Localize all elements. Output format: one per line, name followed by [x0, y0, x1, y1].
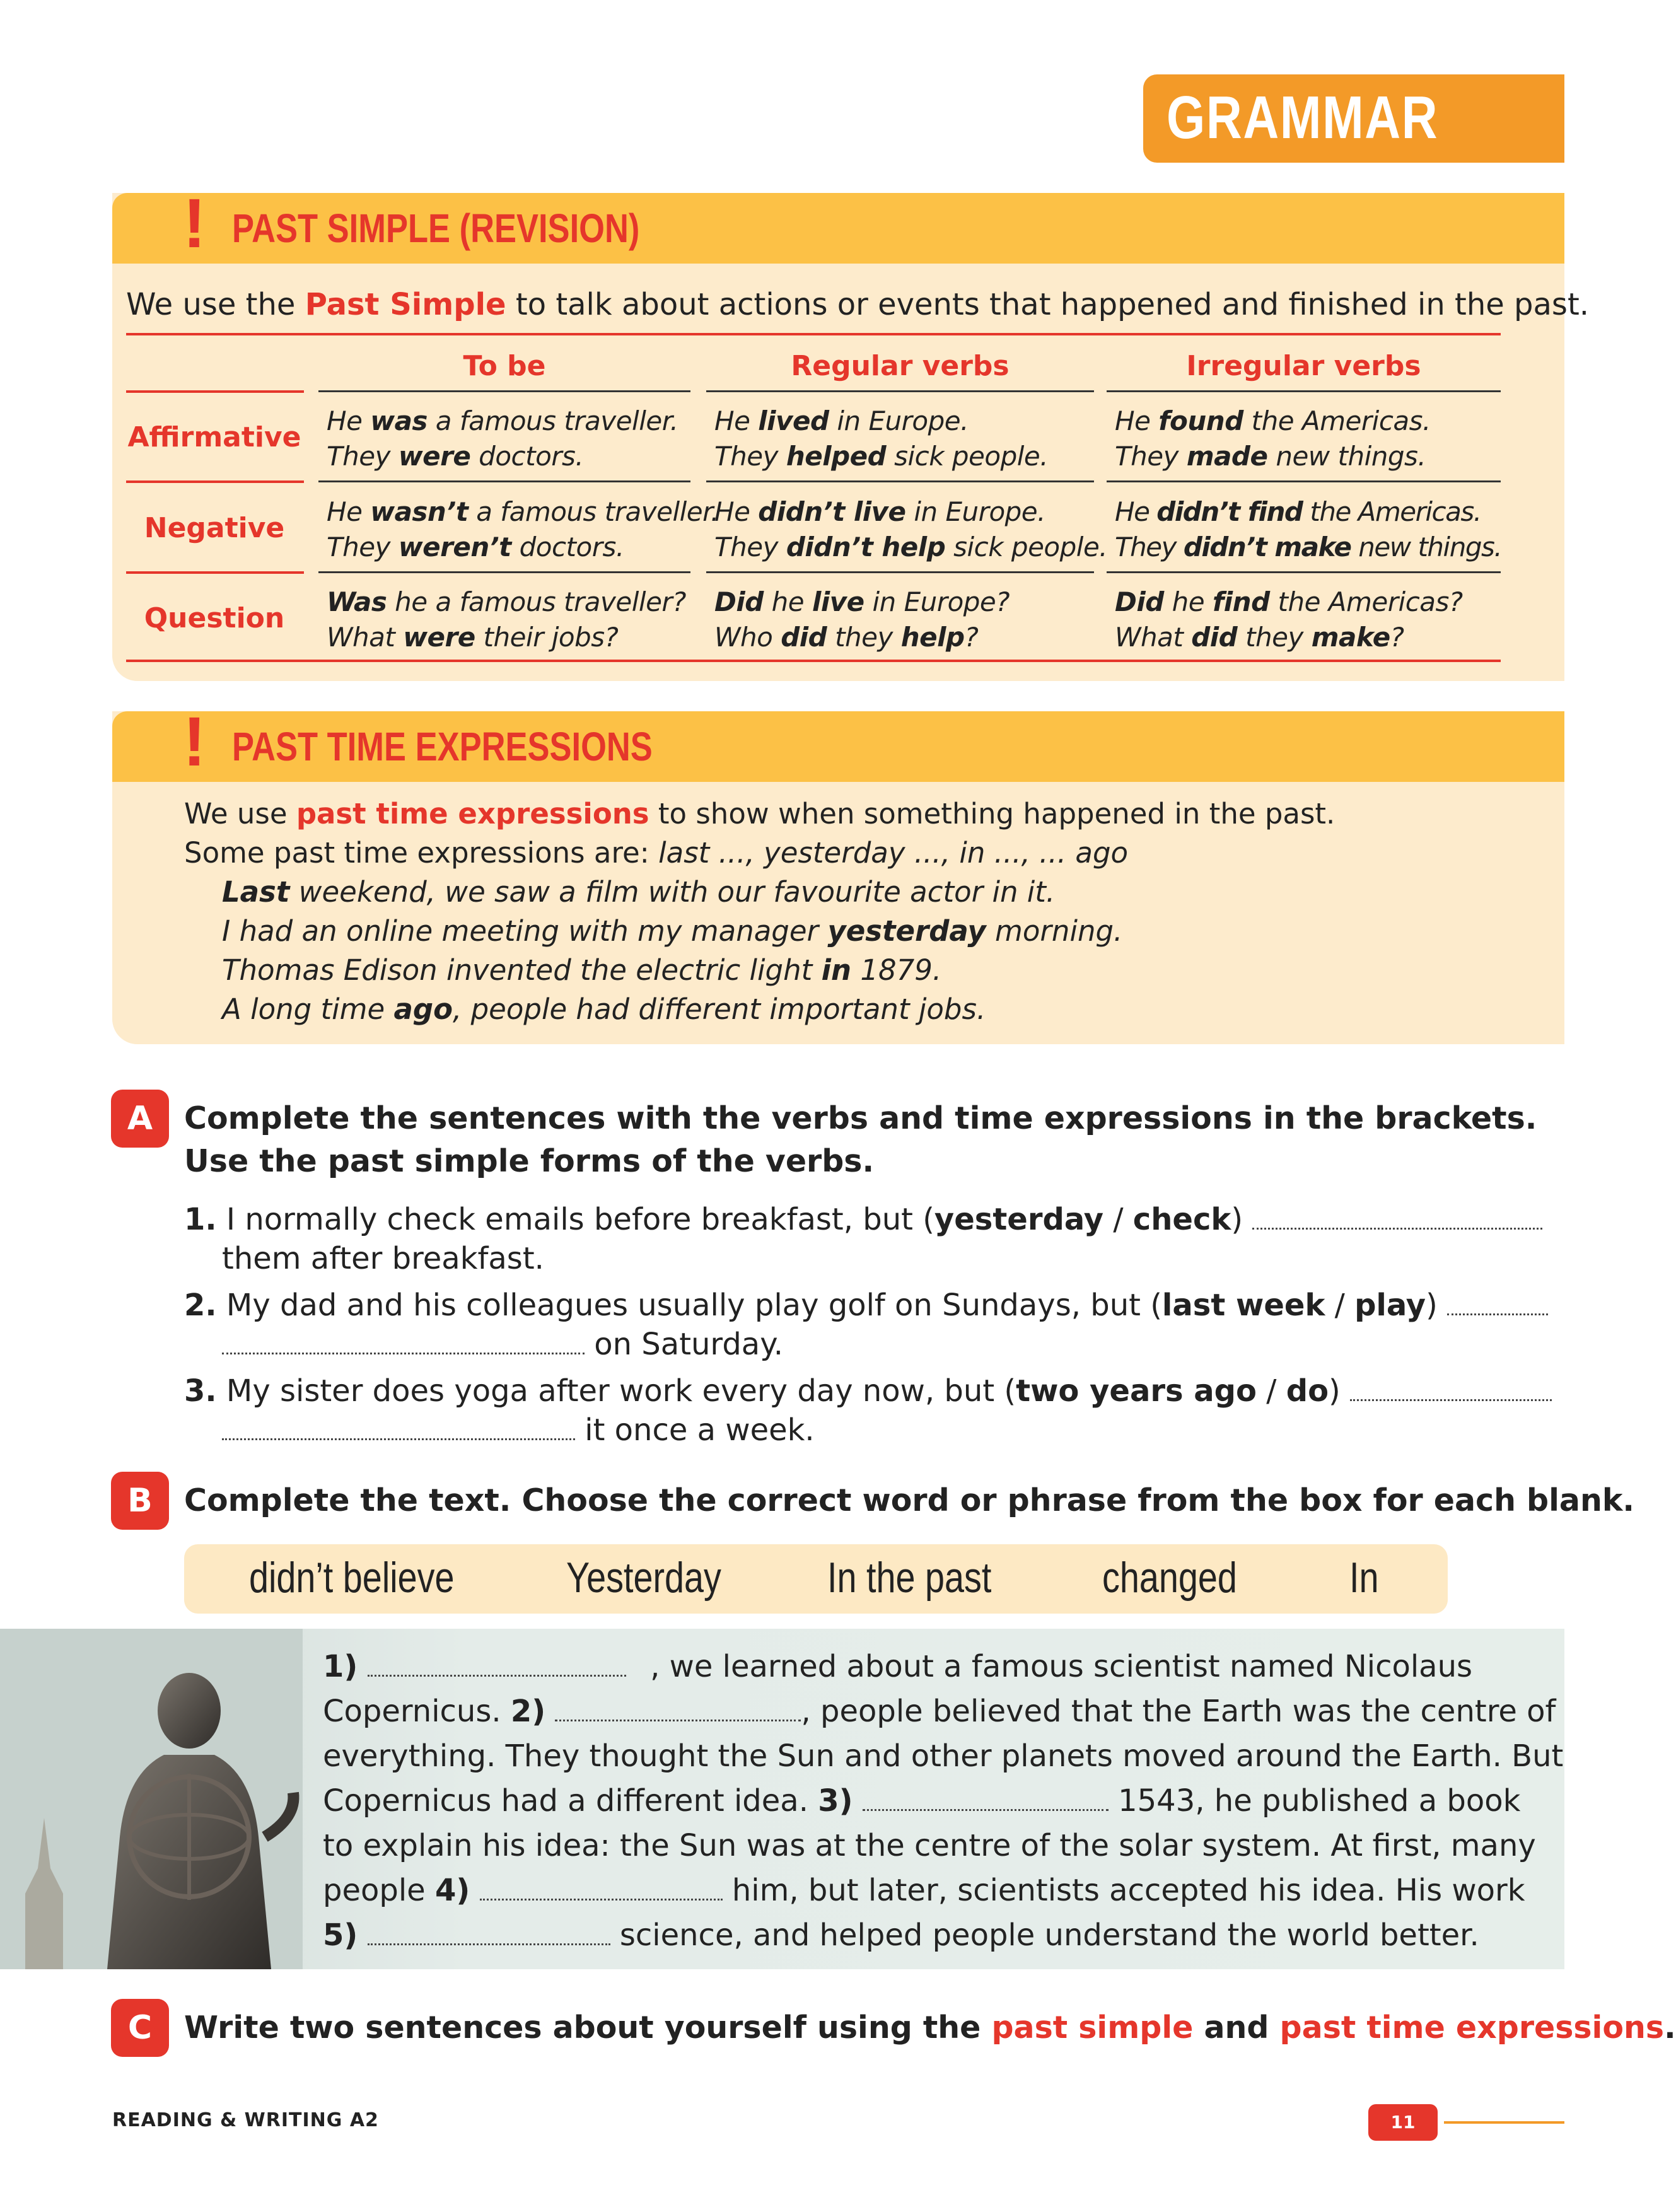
row-label-question: Question	[144, 602, 285, 634]
divider	[126, 660, 1501, 662]
table-cell: He lived in Europe. They helped sick people.	[714, 405, 1049, 472]
table-cell: Did he find the Americas? What did they make?	[1115, 586, 1463, 653]
example-sentence: I had an online meeting with my manager yesterday morning.	[222, 914, 1123, 948]
divider	[706, 571, 1094, 573]
reading-line: everything. They thought the Sun and other planets moved around the Earth. But	[323, 1738, 1564, 1774]
exclamation-icon: !	[183, 185, 206, 262]
divider	[1107, 480, 1501, 482]
answer-blank[interactable]	[368, 1668, 626, 1677]
exercise-item: 3. My sister does yoga after work every day now, but (two years ago / do)	[184, 1371, 1552, 1411]
divider	[318, 390, 690, 392]
divider	[318, 571, 690, 573]
page-number: 11	[1368, 2104, 1438, 2141]
answer-blank[interactable]	[222, 1346, 585, 1354]
divider	[126, 390, 304, 393]
reading-line: 5) science, and helped people understand the world better.	[323, 1918, 1479, 1953]
divider	[126, 333, 1501, 335]
task-badge-a: A	[111, 1090, 169, 1148]
task-a-title: Complete the sentences with the verbs and time expressions in the brackets.	[184, 1100, 1537, 1136]
exercise-item-cont: it once a week.	[222, 1410, 815, 1450]
answer-blank[interactable]	[1350, 1393, 1552, 1401]
word-option: In the past	[827, 1554, 992, 1602]
reading-line: to explain his idea: the Sun was at the centre of the solar system. At first, many	[323, 1828, 1536, 1863]
table-cell: He didn’t find the Americas. They didn’t make new things.	[1115, 496, 1502, 562]
task-a-title: Use the past simple forms of the verbs.	[184, 1143, 875, 1179]
word-option: changed	[1102, 1554, 1237, 1602]
exercise-item-cont: on Saturday.	[222, 1324, 783, 1365]
copernicus-statue-image	[0, 1629, 303, 1969]
example-sentence: Thomas Edison invented the electric light in 1879.	[222, 953, 942, 987]
past-simple-title: PAST SIMPLE (REVISION)	[232, 206, 640, 251]
divider	[706, 480, 1094, 482]
section-title: GRAMMAR	[1167, 84, 1439, 151]
col-head-irregular: Irregular verbs	[1186, 350, 1421, 382]
table-cell: Was he a famous traveller? What were their jobs?	[327, 586, 686, 653]
exercise-item: 1. I normally check emails before breakfast, but (yesterday / check)	[184, 1199, 1542, 1240]
col-head-regular: Regular verbs	[791, 350, 1010, 382]
example-sentence: A long time ago, people had different important jobs.	[222, 992, 986, 1026]
word-option: Yesterday	[566, 1554, 721, 1602]
table-cell: He didn’t live in Europe. They didn’t help sick people.	[714, 496, 1108, 562]
table-cell: He wasn’t a famous traveller. They weren’t doctors.	[327, 496, 719, 562]
example-sentence: Last weekend, we saw a film with our favourite actor in it.	[222, 875, 1056, 909]
table-cell: He was a famous traveller. They were doctors.	[327, 405, 678, 472]
row-label-negative: Negative	[144, 512, 285, 544]
answer-blank[interactable]	[222, 1432, 575, 1440]
reading-line: Copernicus had a different idea. 3) 1543, he published a book	[323, 1783, 1521, 1819]
answer-blank[interactable]	[863, 1803, 1109, 1811]
divider	[318, 480, 690, 482]
exercise-item: 2. My dad and his colleagues usually play golf on Sundays, but (last week / play)	[184, 1285, 1548, 1325]
answer-blank[interactable]	[1252, 1221, 1542, 1230]
divider	[1107, 390, 1501, 392]
word-option: In	[1349, 1554, 1379, 1602]
reading-line: Copernicus. 2) , people believed that the Earth was the centre of	[323, 1694, 1556, 1729]
task-badge-b: B	[111, 1472, 169, 1530]
row-label-affirmative: Affirmative	[127, 421, 301, 453]
reading-line: 1) , we learned about a famous scientist named Nicolaus	[323, 1649, 1472, 1684]
table-cell: Did he live in Europe? Who did they help?	[714, 586, 1010, 653]
task-badge-c: C	[111, 1999, 169, 2057]
time-expressions-line: We use past time expressions to show when something happened in the past.	[184, 797, 1336, 830]
time-expressions-line: Some past time expressions are: last ..., yesterday ..., in ..., ... ago	[184, 836, 1129, 870]
book-title: READING & WRITING A2	[112, 2109, 379, 2131]
divider	[126, 480, 304, 483]
answer-blank[interactable]	[1447, 1307, 1548, 1315]
reading-line: people 4) him, but later, scientists accepted his idea. His work	[323, 1873, 1525, 1908]
answer-blank[interactable]	[480, 1892, 723, 1901]
past-simple-intro: We use the Past Simple to talk about actions or events that happened and finished in the past.	[126, 287, 1590, 322]
footer-rule	[1444, 2121, 1564, 2124]
divider	[1107, 571, 1501, 573]
answer-blank[interactable]	[368, 1937, 610, 1945]
word-option: didn’t believe	[249, 1554, 455, 1602]
task-b-title: Complete the text. Choose the correct word or phrase from the box for each blank.	[184, 1482, 1635, 1518]
task-c-title: Write two sentences about yourself using the past simple and past time expressions.	[184, 2010, 1676, 2046]
divider	[706, 390, 1094, 392]
table-cell: He found the Americas. They made new things.	[1115, 405, 1431, 472]
time-expressions-title: PAST TIME EXPRESSIONS	[232, 724, 653, 769]
exercise-item-cont: them after breakfast.	[222, 1241, 544, 1276]
divider	[126, 571, 304, 574]
col-head-to-be: To be	[463, 350, 546, 382]
answer-blank[interactable]	[555, 1713, 801, 1721]
exclamation-icon: !	[183, 703, 206, 781]
